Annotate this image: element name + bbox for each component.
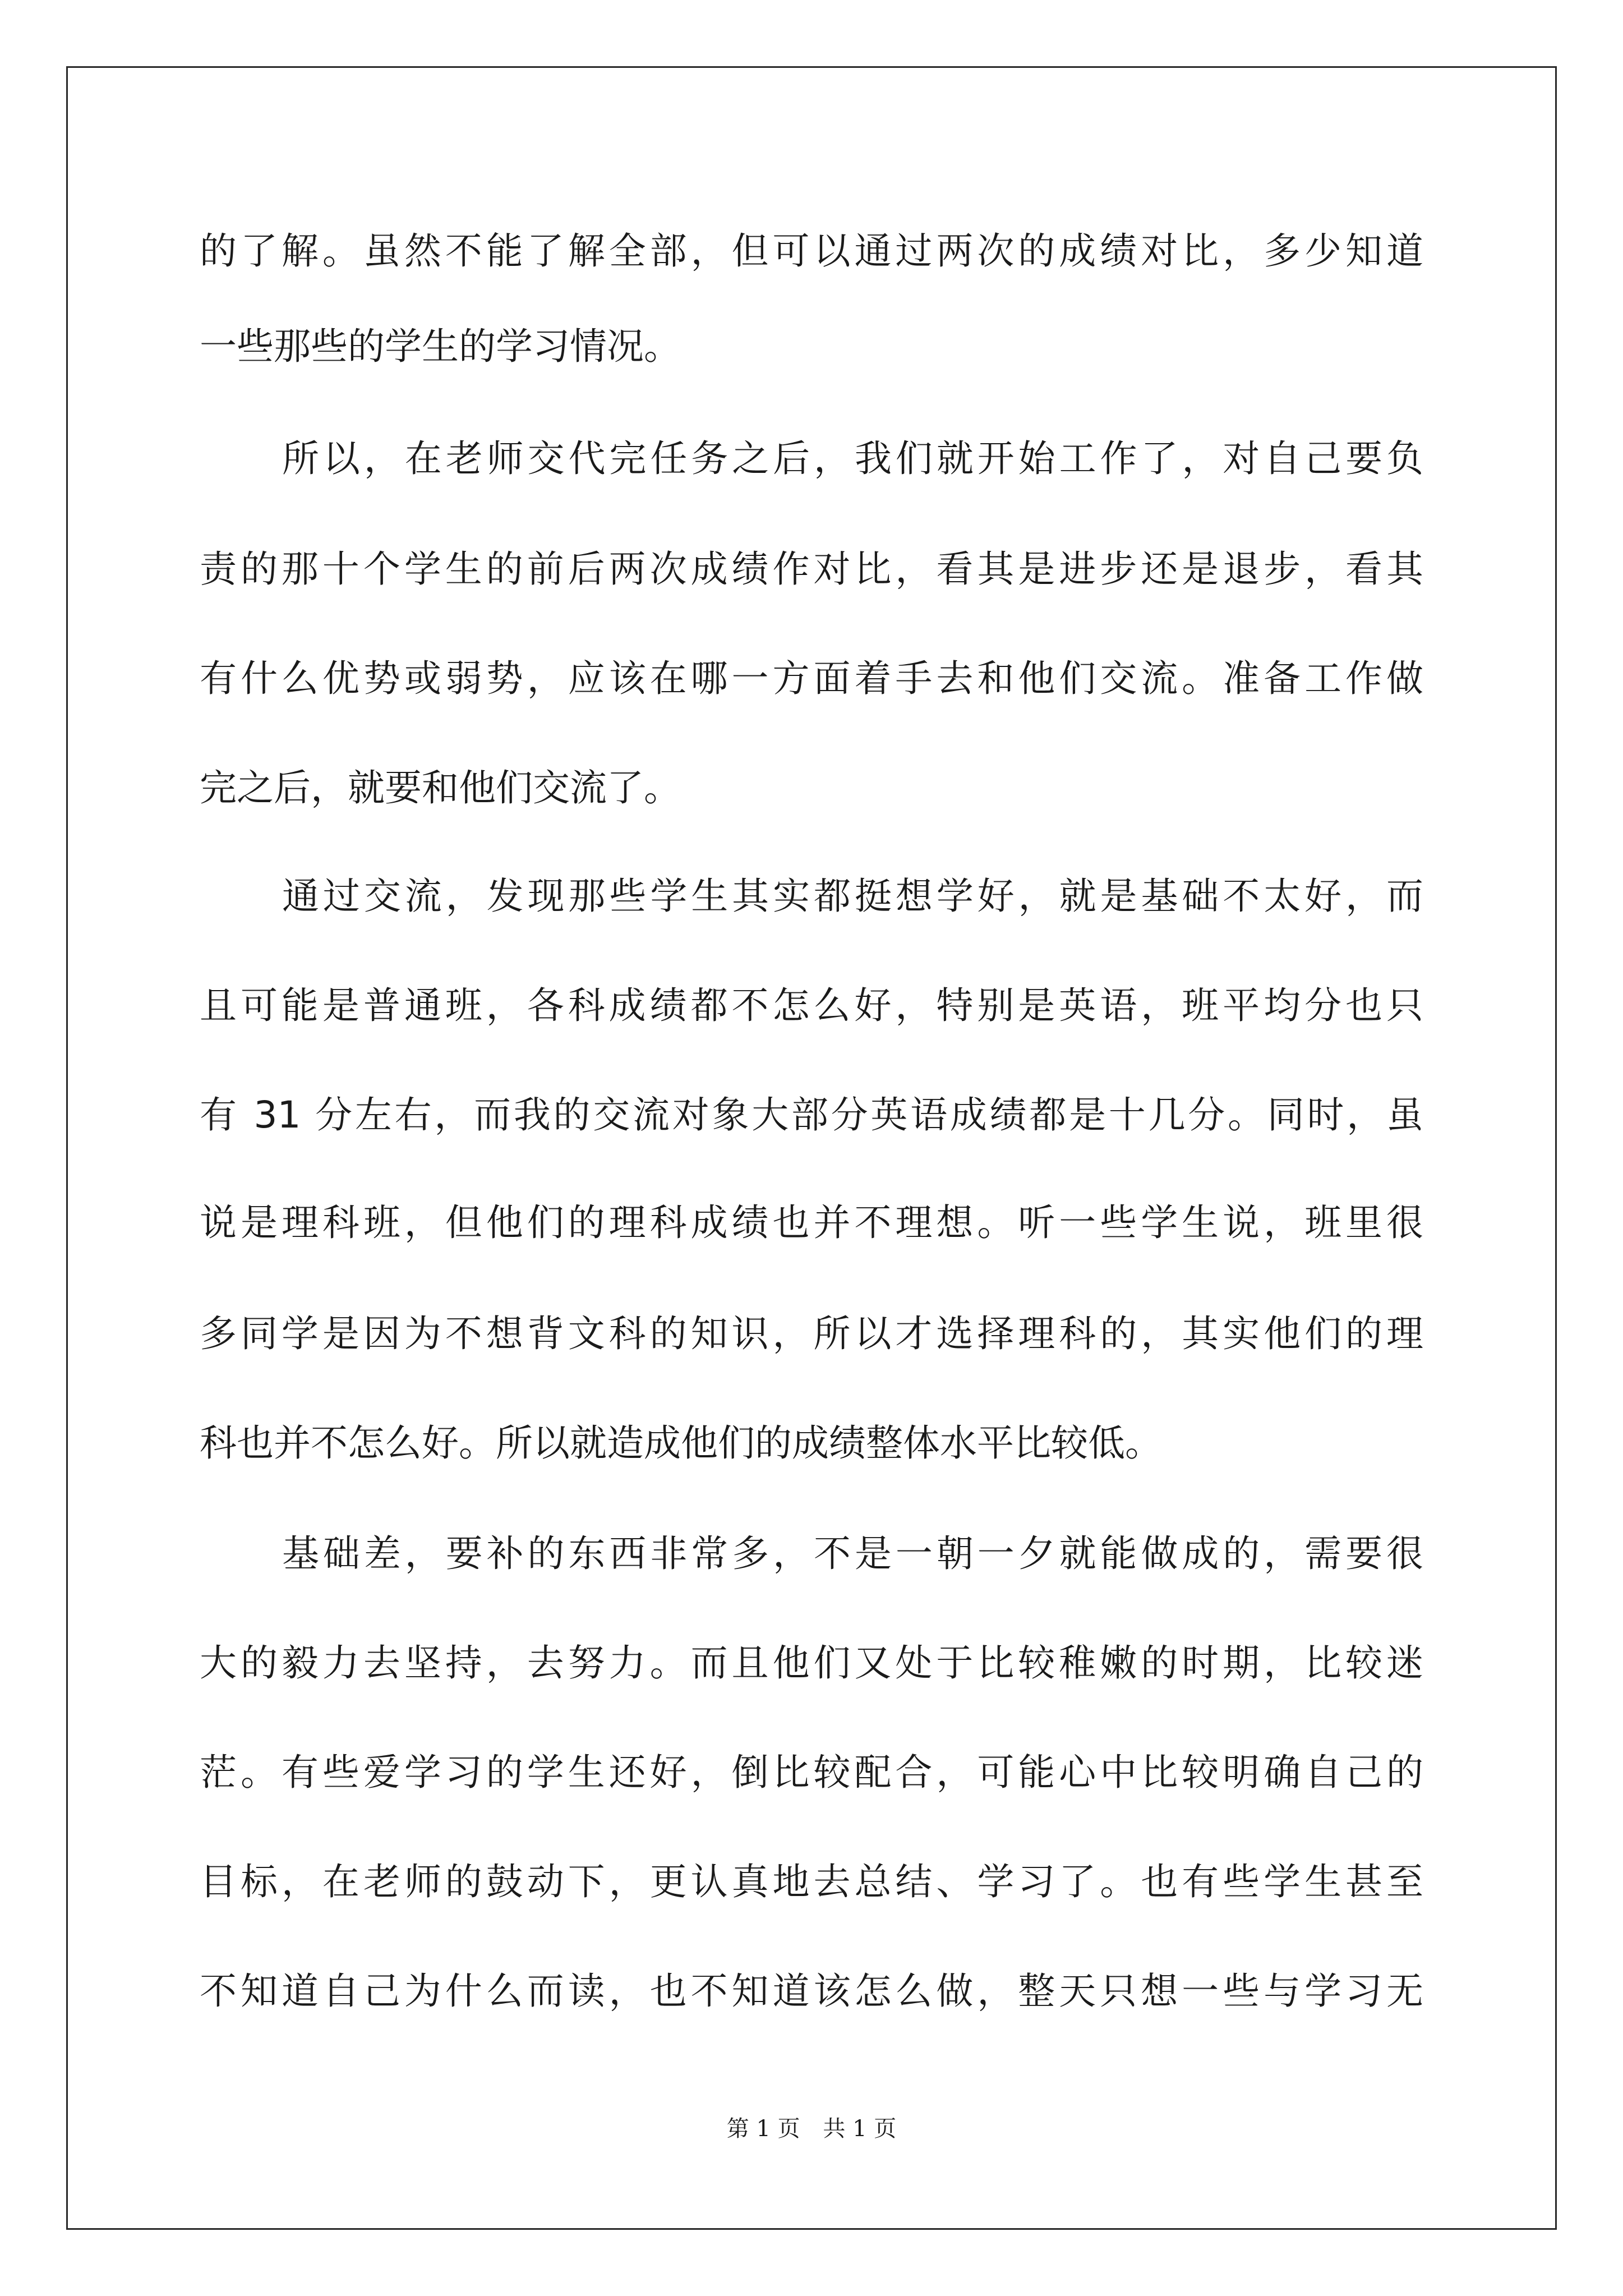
text-line: 责的那十个学生的前后两次成绩作对比，看其是进步还是退步，看其 [200, 547, 1423, 591]
text-line: 不知道自己为什么而读，也不知道该怎么做，整天只想一些与学习无 [200, 1970, 1423, 2013]
text-line: 有 31 分左右，而我的交流对象大部分英语成绩都是十几分。同时，虽 [200, 1093, 1423, 1137]
page-number: 第 1 页 [726, 2116, 800, 2142]
text-line: 目标，在老师的鼓动下，更认真地去总结、学习了。也有些学生甚至 [200, 1860, 1423, 1903]
text-line: 完之后，就要和他们交流了。 [200, 766, 681, 809]
text-line: 说是理科班，但他们的理科成绩也并不理想。听一些学生说，班里很 [200, 1201, 1423, 1244]
text-line: 且可能是普通班，各科成绩都不怎么好，特别是英语，班平均分也只 [200, 984, 1423, 1027]
page-total: 共 1 页 [823, 2116, 897, 2142]
text-line: 的了解。虽然不能了解全部，但可以通过两次的成绩对比，多少知道 [200, 229, 1423, 273]
text-line: 多同学是因为不想背文科的知识，所以才选择理科的，其实他们的理 [200, 1312, 1423, 1355]
text-line: 大的毅力去坚持，去努力。而且他们又处于比较稚嫩的时期，比较迷 [200, 1641, 1423, 1685]
text-line: 一些那些的学生的学习情况。 [200, 325, 681, 368]
page-footer [0, 2115, 1623, 2143]
text-line: 有什么优势或弱势，应该在哪一方面着手去和他们交流。准备工作做 [200, 657, 1423, 700]
text-line: 基础差，要补的东西非常多，不是一朝一夕就能做成的，需要很 [282, 1532, 1423, 1575]
text-line: 所以，在老师交代完任务之后，我们就开始工作了，对自己要负 [282, 437, 1423, 480]
text-line: 茫。有些爱学习的学生还好，倒比较配合，可能心中比较明确自己的 [200, 1751, 1423, 1794]
text-line: 通过交流，发现那些学生其实都挺想学好，就是基础不太好，而 [282, 875, 1423, 918]
text-line: 科也并不怎么好。所以就造成他们的成绩整体水平比较低。 [200, 1421, 1162, 1465]
